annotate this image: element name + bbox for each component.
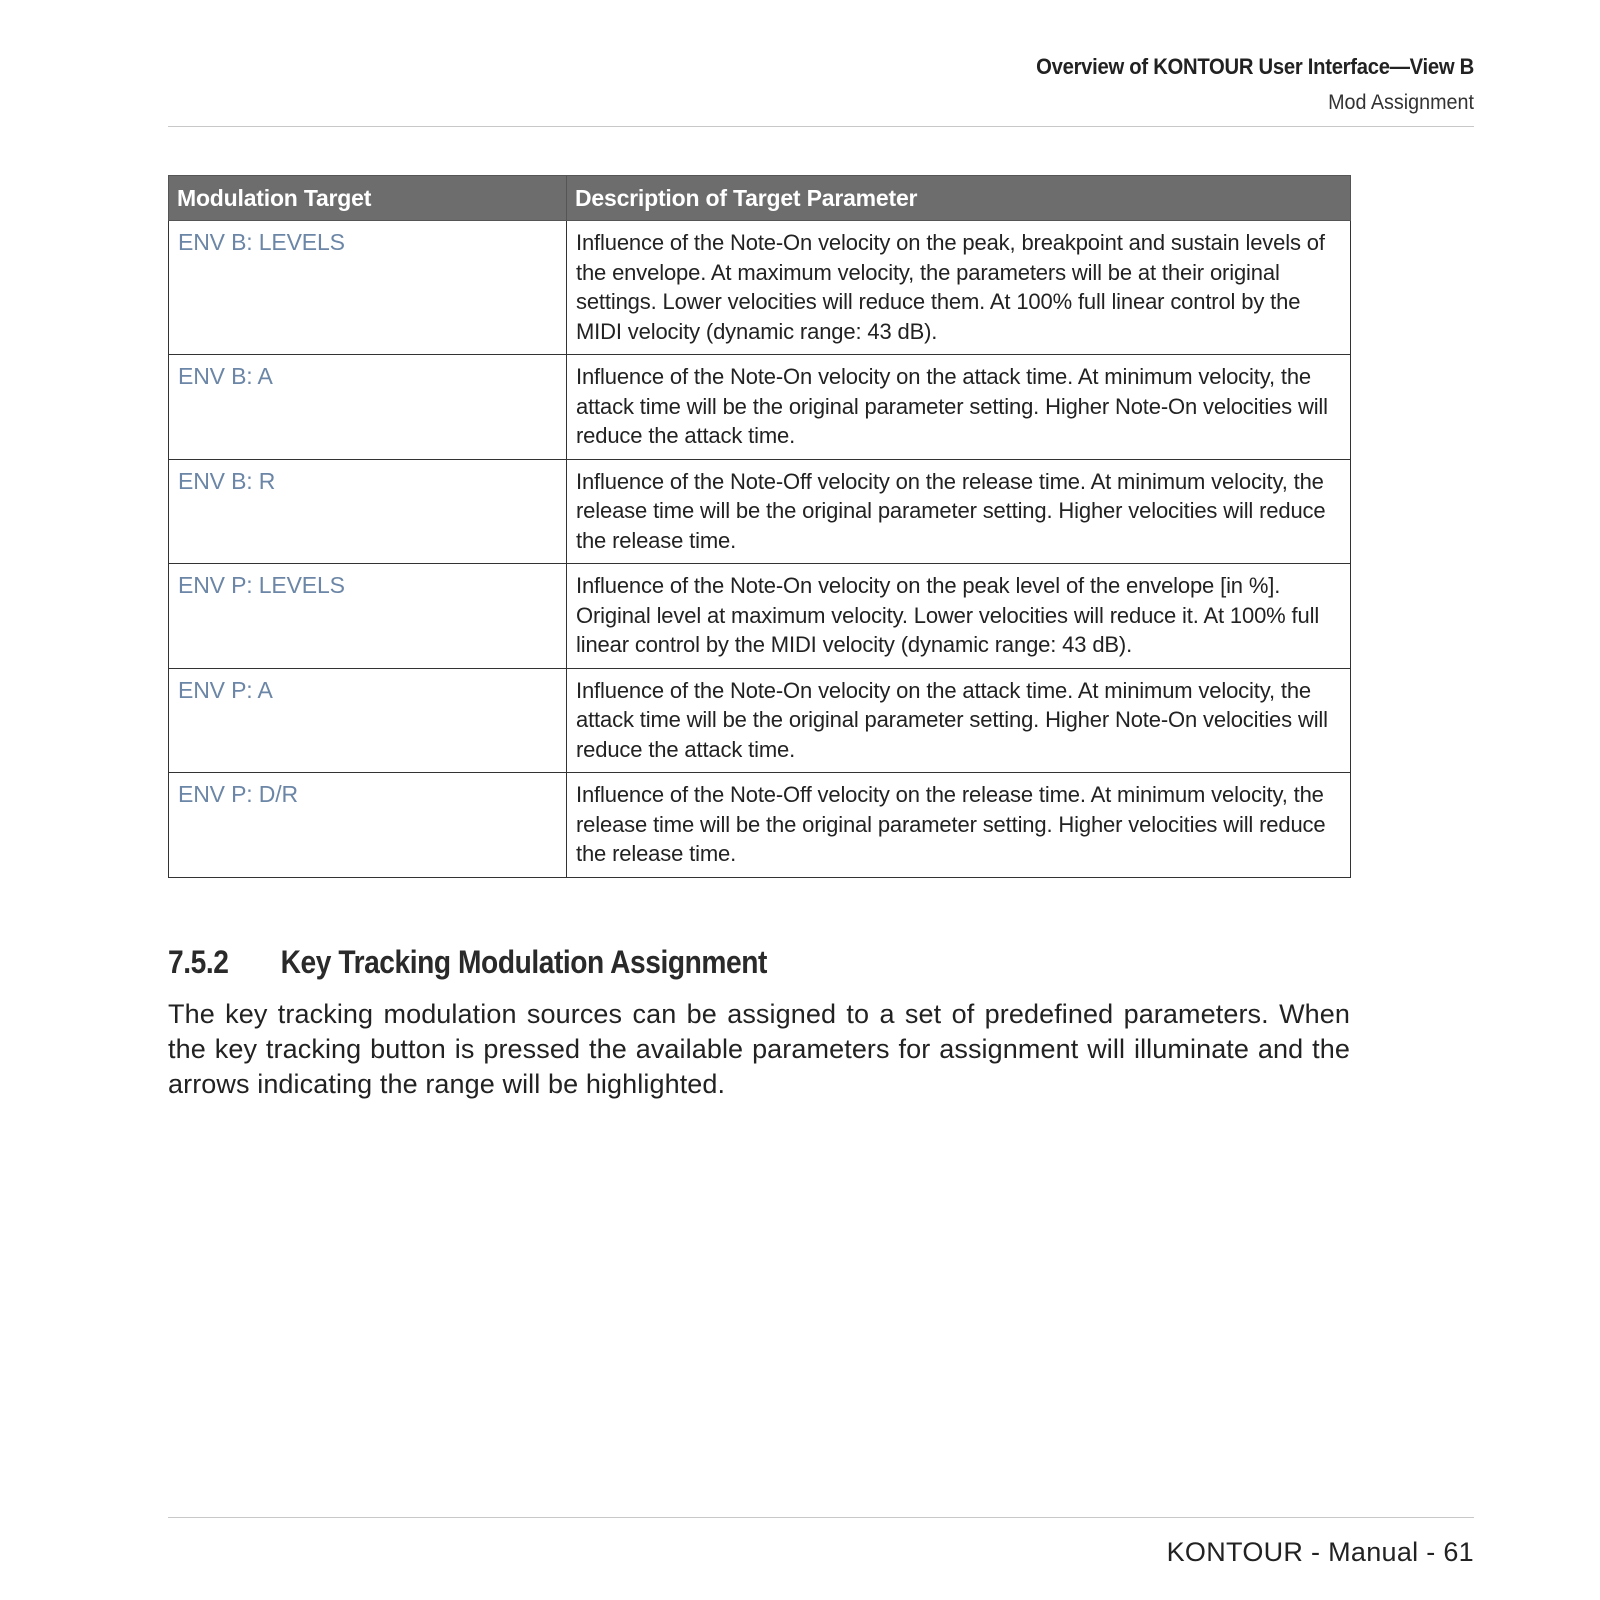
table-row — [169, 773, 1351, 878]
modulation-target-link[interactable]: ENV P: A — [169, 668, 567, 773]
section-number: 7.5.2 — [168, 944, 229, 980]
modulation-target-link[interactable]: ENV B: A — [169, 355, 567, 460]
modulation-target-link[interactable]: ENV P: D/R — [169, 773, 567, 878]
table-header-row — [169, 176, 1351, 221]
column-header-target: Modulation Target — [169, 176, 567, 221]
section-title: Key Tracking Modulation Assignment — [280, 944, 767, 980]
target-description: Influence of the Note-On velocity on the peak, breakpoint and sustain levels of the envelope. At maximum velocity, the parameters will be at their original settings. Lower velocities will reduce them. At 100% full linear control by the MIDI velocity (dynamic range: 43 dB). — [567, 221, 1351, 355]
section-heading — [168, 944, 767, 981]
table-row — [169, 459, 1351, 564]
target-description: Influence of the Note-Off velocity on the release time. At minimum velocity, the release time will be the original parameter setting. Higher velocities will reduce the release time. — [567, 459, 1351, 564]
header-subtitle: Mod Assignment — [1328, 91, 1474, 114]
table-row — [169, 668, 1351, 773]
footer-divider — [168, 1517, 1474, 1518]
modulation-target-link[interactable]: ENV B: LEVELS — [169, 221, 567, 355]
target-description: Influence of the Note-On velocity on the peak level of the envelope [in %]. Original level at maximum velocity. Lower velocities will reduce it. At 100% full linear control by the MIDI velocity (dynamic range: 43 dB). — [567, 564, 1351, 669]
page-header — [168, 50, 1474, 127]
target-description: Influence of the Note-Off velocity on the release time. At minimum velocity, the release time will be the original parameter setting. Higher velocities will reduce the release time. — [567, 773, 1351, 878]
table-row — [169, 564, 1351, 669]
section-body-paragraph: The key tracking modulation sources can be assigned to a set of predefined parameters. When the key tracking button is pressed the available parameters for assignment will illuminate and the arrows indicating the range will be highlighted. — [168, 999, 1350, 1099]
table-row — [169, 355, 1351, 460]
modulation-target-link[interactable]: ENV P: LEVELS — [169, 564, 567, 669]
modulation-target-link[interactable]: ENV B: R — [169, 459, 567, 564]
column-header-description: Description of Target Parameter — [567, 176, 1351, 221]
table-row — [169, 221, 1351, 355]
target-description: Influence of the Note-On velocity on the attack time. At minimum velocity, the attack time will be the original parameter setting. Higher Note-On velocities will reduce the attack time. — [567, 355, 1351, 460]
modulation-table — [168, 175, 1351, 878]
page-footer: KONTOUR - Manual - 61 — [1166, 1537, 1474, 1567]
header-title: Overview of KONTOUR User Interface—View B — [1036, 54, 1474, 79]
target-description: Influence of the Note-On velocity on the attack time. At minimum velocity, the attack time will be the original parameter setting. Higher Note-On velocities will reduce the attack time. — [567, 668, 1351, 773]
